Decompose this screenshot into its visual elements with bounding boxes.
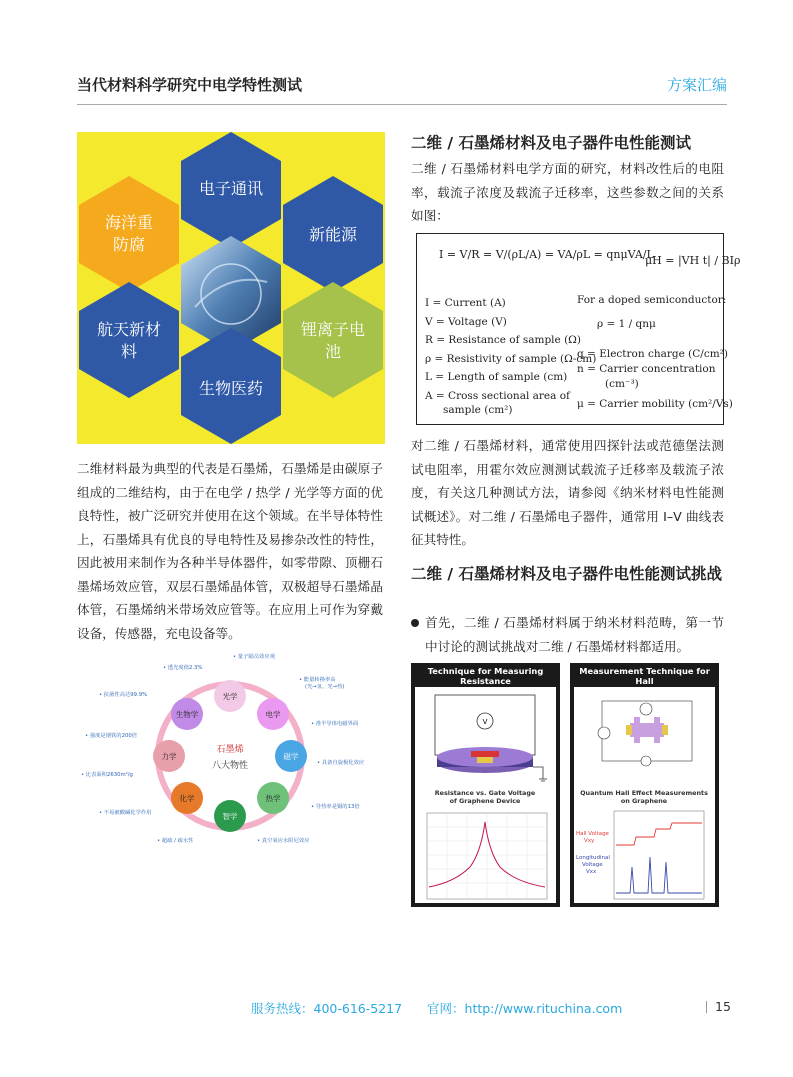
panel-right-title: Measurement Technique for Hall (579, 666, 710, 686)
node-label: 电学 (265, 710, 281, 719)
page-number: 15 (715, 999, 731, 1014)
gate-voltage-diagram (415, 687, 556, 903)
center-title: 石墨烯 (216, 745, 244, 755)
hex-lower-left (79, 282, 179, 398)
svg-text:Resistance vs. Gate Voltage: Resistance vs. Gate Voltage (434, 789, 536, 797)
longitudinal-voltage-label: Longitudinal (576, 855, 610, 861)
hex-upper-left-label-1: 海洋重 (104, 213, 154, 232)
hexagon-application-figure (77, 132, 385, 444)
hex-bottom-label: 生物医药 (198, 379, 264, 398)
hotline-number[interactable]: 400-616-5217 (313, 1001, 403, 1016)
intro-paragraph: 二维材料最为典型的代表是石墨烯，石墨烯是由碳原子组成的二维结构，由于在电学 / 热学 / 光学等方面的优良特性，被广泛研究并使用在这个领域。在半导体特性上，石墨烯具有优良的导电特性及易掺杂改性的特性，因此被用来制作为各种半导体器件，如零带隙、顶栅石墨烯场效应管，双层石墨烯晶体管，双极超导石墨烯晶体管，石墨烯纳米带场效应管等。在应用上可作为穿戴设备，传感器，充电设备等。 (77, 461, 383, 641)
hall-mobility-formula: μH = |VH t| / BIρ (645, 254, 741, 267)
gate-voltage-panel (411, 663, 560, 907)
hall-voltage-panel (570, 663, 719, 907)
note: • 具备自旋极化效应 (317, 760, 365, 766)
svg-text:Vxx: Vxx (586, 869, 597, 875)
note: • 量子隔员效应观 (233, 654, 275, 660)
node-label: 生物学 (175, 710, 199, 719)
hex-upper-left-label-2: 防腐 (112, 235, 146, 254)
bullet-dot (411, 619, 419, 627)
header-divider (77, 104, 727, 105)
hex-top-label: 电子通讯 (198, 179, 264, 198)
section-1-paragraph: 二维 / 石墨烯材料电学方面的研究，材料改性后的电阻率，载流子浓度及载流子迁移率，这些参数之间的关系如图： (411, 161, 724, 223)
resistivity-formula: ρ = 1 / qnμ (597, 318, 656, 330)
hex-lower-right-label-1: 锂离子电 (300, 320, 366, 339)
svg-text:on Graphene: on Graphene (620, 797, 668, 805)
section-heading-1: 二维 / 石墨烯材料及电子器件电性能测试 (411, 134, 691, 152)
footer-website (427, 999, 622, 1017)
svg-text:Quantum Hall Effect Measuremen: Quantum Hall Effect Measurements (580, 789, 708, 797)
svg-text:Voltage: Voltage (582, 862, 603, 868)
website-link[interactable]: http://www.rituchina.com (464, 1001, 623, 1016)
note: • 超疏 / 疏水性 (157, 838, 194, 844)
hex-lower-left-label-2: 料 (120, 342, 138, 361)
svg-text:V: V (482, 718, 488, 726)
section-heading-2: 二维 / 石墨烯材料及电子器件电性能测试挑战 (411, 565, 722, 583)
hex-lower-left-label-1: 航天新材 (96, 320, 162, 339)
hex-upper-right-label: 新能源 (308, 225, 358, 244)
challenge-bullet-1: 首先，二维 / 石墨烯材料属于纳米材料范畴，第一节中讨论的测试挑战对二维 / 石墨烯材料都适用。 (425, 615, 724, 654)
node-label: 智学 (222, 812, 238, 821)
svg-text:of Graphene Device: of Graphene Device (449, 797, 521, 805)
document-title: 当代材料科学研究中电学特性测试 (77, 76, 303, 94)
node-label: 化学 (179, 794, 195, 803)
note: • 比表面积2630m²/g (81, 772, 133, 778)
section-label: 方案汇编 (666, 76, 727, 94)
note: • 导热率是铜的13倍 (311, 804, 360, 810)
center-subtitle: 八大物性 (211, 761, 249, 771)
definitions-left: I = Current (A) V = Voltage (V) R = Resistance of sample (Ω) ρ = Resistivity of sample (Ω-cm) L = Length of sample (cm) A = Cross sectional area of sample (cm²) (425, 297, 597, 416)
note: • 不易被酸碱化学作用 (99, 810, 152, 816)
node-label: 光学 (222, 692, 238, 701)
note: • 强度是钢铁的200倍 (85, 733, 137, 739)
hall-voltage-label: Hall Voltage (576, 831, 609, 837)
page-number-divider (706, 1001, 707, 1013)
definitions-right-title: For a doped semiconductor: (577, 294, 727, 306)
node-label: 热学 (265, 794, 281, 803)
panel-left-title: Technique for Measuring Resistance (427, 666, 544, 686)
graphene-properties-diagram (77, 648, 383, 860)
note: • 准半导体电磁界面 (311, 721, 359, 727)
hall-diagram (574, 687, 715, 903)
note: • 透光度值2.3% (163, 665, 203, 671)
note: (光→氢、光→热) (305, 684, 345, 690)
note: • 真空氧应水阻尼效应 (257, 838, 310, 844)
website-label: 官网： (427, 1001, 465, 1016)
node-label: 磁学 (283, 752, 299, 761)
definitions-right: q = Electron charge (C/cm²) n = Carrier concentration (cm⁻³) μ = Carrier mobility (cm²/Vs) (577, 348, 733, 410)
formula-box (416, 233, 741, 425)
hex-lower-right-label-2: 池 (324, 342, 342, 361)
svg-text:Vxy: Vxy (584, 838, 595, 844)
hex-lower-right (283, 282, 383, 398)
note: • 能量转换率高 (299, 677, 336, 683)
section-1-paragraph-2: 对二维 / 石墨烯材料，通常使用四探针法或范德堡法测试电阻率，用霍尔效应测测试载流子迁移率及载流子浓度，有关这几种测试方法，请参阅《纳米材料电性能测试概述》。对二维 / 石墨烯电子器件，通常用 I–V 曲线表征其特性。 (411, 438, 724, 547)
ohm-formula: I = V/R = V/(ρL/A) = VA/ρL = qnμVA/L (439, 248, 654, 261)
node-label: 力学 (161, 752, 177, 761)
hexagon-svg (77, 132, 385, 444)
hotline-label: 服务热线： (251, 1001, 314, 1016)
hex-upper-left (79, 176, 179, 292)
note: • 抗菌性高达99.9% (99, 692, 148, 698)
footer-hotline (251, 999, 402, 1017)
